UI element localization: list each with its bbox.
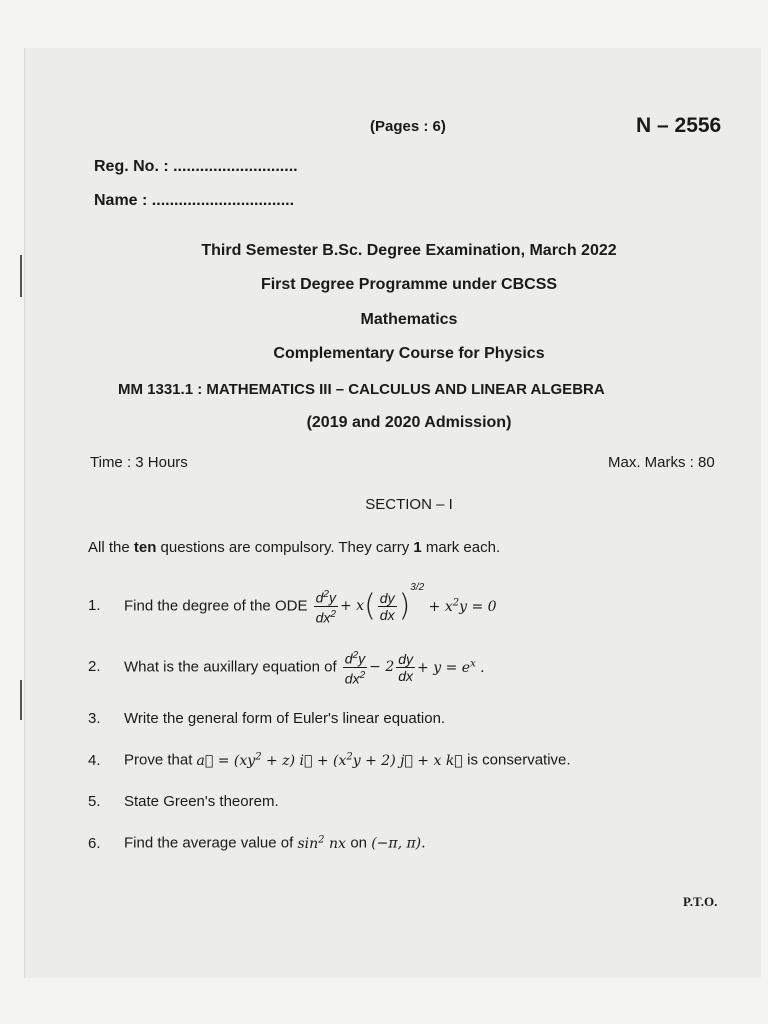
- exam-title: Third Semester B.Sc. Degree Examination, March 2022: [201, 242, 617, 259]
- paper-code: N – 2556: [636, 114, 722, 137]
- edge-mark: [20, 680, 22, 720]
- question-4: 4. Prove that a⃗ = $(xy^2 + z)$ i⃗ + $(x^2y + 2)$ j⃗ + x k⃗ is conservative.: [88, 751, 571, 769]
- time-label: Time : 3 Hours: [90, 454, 188, 471]
- course-title: Complementary Course for Physics: [273, 345, 545, 362]
- section-instruction: All the ten questions are compulsory. They carry 1 mark each.: [88, 539, 501, 556]
- subject-title: Mathematics: [360, 311, 458, 328]
- question-5: 5. State Green's theorem.: [88, 793, 279, 810]
- name-field: Name : ................................: [94, 192, 295, 209]
- programme-title: First Degree Programme under CBCSS: [260, 276, 558, 293]
- admission-title: (2019 and 2020 Admission): [306, 414, 512, 431]
- question-6: 6. Find the average value of $\sin^2$ nx on (−π, π).: [88, 834, 426, 852]
- max-marks-label: Max. Marks : 80: [608, 454, 715, 471]
- paper-title: MM 1331.1 : MATHEMATICS III – CALCULUS AND LINEAR ALGEBRA: [118, 381, 605, 398]
- reg-no-field: Reg. No. : ............................: [94, 158, 298, 175]
- pages-count: (Pages : 6): [370, 118, 446, 135]
- question-2: 2. What is the auxillary equation of $\frac{d^2y}{dx^2}$ − 2 $\frac{dy}{dx}$ + $y = e^x$ .: [88, 650, 485, 687]
- question-1: 1. Find the degree of the ODE $\frac{d^2y}{dx^2}$ + x( $\frac{dy}{dx}$ )$^{3/2} + x^2y = 0$: [88, 582, 497, 626]
- question-3: 3. Write the general form of Euler's linear equation.: [88, 710, 446, 727]
- pto-label: P.T.O.: [683, 894, 718, 909]
- section-title: SECTION – I: [365, 496, 453, 513]
